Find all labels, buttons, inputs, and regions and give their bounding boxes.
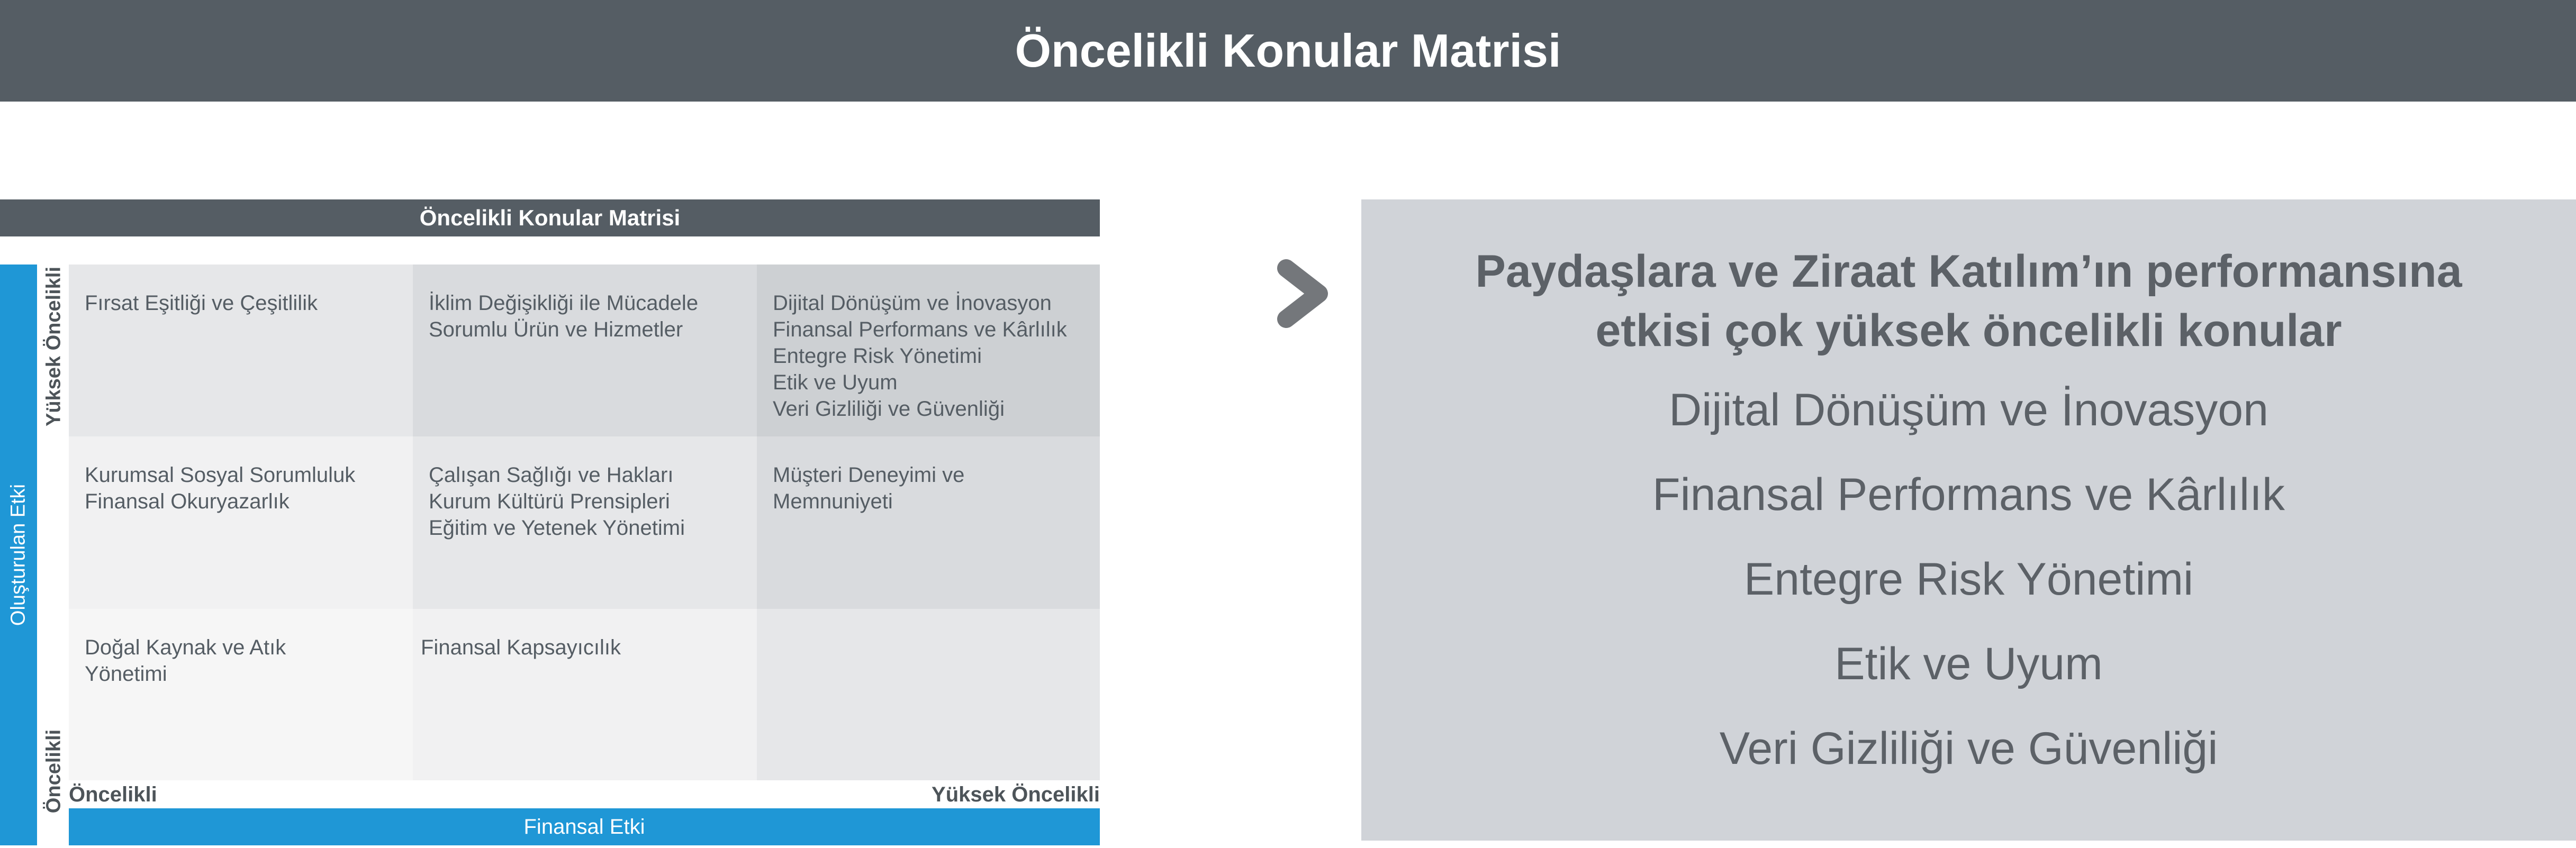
x-axis-bar — [69, 808, 1100, 845]
matrix-topic: Veri Gizliliği ve Güvenliği — [773, 397, 1005, 421]
matrix-title-bar — [0, 199, 1100, 236]
matrix-topic: Doğal Kaynak ve Atık — [85, 636, 286, 659]
summary-heading-line-2: etkisi çok yüksek öncelikli konular — [1595, 305, 2342, 356]
matrix-topic: Müşteri Deneyimi ve — [773, 463, 965, 487]
matrix-topic: Entegre Risk Yönetimi — [773, 344, 982, 368]
matrix-cell-mid-mid — [413, 436, 757, 609]
matrix-topic: Yönetimi — [85, 662, 167, 686]
matrix-topic: Finansal Okuryazarlık — [85, 490, 290, 513]
matrix-topic: Kurum Kültürü Prensipleri — [429, 490, 670, 513]
matrix-cell-mid-low — [69, 436, 413, 609]
matrix-topic: İklim Değişikliği ile Mücadele — [429, 291, 699, 315]
summary-panel — [1361, 199, 2576, 841]
summary-item: Entegre Risk Yönetimi — [1743, 554, 2194, 605]
x-axis-high-label: Yüksek Öncelikli — [932, 783, 1100, 806]
x-axis-label: Finansal Etki — [523, 815, 645, 838]
summary-heading-line-1: Paydaşlara ve Ziraat Katılım’ın performansına — [1475, 246, 2462, 297]
matrix-topic: Memnuniyeti — [773, 490, 893, 513]
x-axis-low-label: Öncelikli — [69, 783, 157, 806]
page-title: Öncelikli Konular Matrisi — [1015, 24, 1561, 77]
page-header — [0, 0, 2576, 102]
matrix-topic: Eğitim ve Yetenek Yönetimi — [429, 516, 685, 540]
y-axis-low-label: Öncelikli — [42, 729, 65, 814]
matrix-cell-low-mid — [413, 609, 757, 780]
summary-heading — [1361, 242, 2576, 360]
arrow-right-icon — [1201, 257, 1334, 331]
matrix-cell-low-high — [757, 609, 1100, 780]
matrix-cell-high-mid — [413, 265, 757, 436]
matrix-topic: Çalışan Sağlığı ve Hakları — [429, 463, 674, 487]
matrix-topic: Etik ve Uyum — [773, 371, 898, 394]
matrix-topic: Finansal Performans ve Kârlılık — [773, 318, 1067, 341]
y-axis-label: Oluşturulan Etki — [7, 484, 30, 626]
matrix-topic: Sorumlu Ürün ve Hizmetler — [429, 318, 683, 341]
matrix-title: Öncelikli Konular Matrisi — [419, 205, 681, 230]
summary-item: Finansal Performans ve Kârlılık — [1652, 469, 2285, 520]
matrix-topic: Fırsat Eşitliği ve Çeşitlilik — [85, 291, 318, 315]
summary-item: Etik ve Uyum — [1834, 639, 2103, 689]
matrix-topic: Finansal Kapsayıcılık — [421, 636, 621, 659]
matrix-topic: Dijital Dönüşüm ve İnovasyon — [773, 291, 1052, 315]
matrix-cell-high-low — [69, 265, 413, 436]
summary-item: Veri Gizliliği ve Güvenliği — [1719, 723, 2218, 774]
y-axis-high-label: Yüksek Öncelikli — [42, 266, 65, 427]
matrix-cell-mid-high — [757, 436, 1100, 609]
summary-item: Dijital Dönüşüm ve İnovasyon — [1669, 385, 2268, 435]
matrix-cell-low-low — [69, 609, 413, 780]
matrix-topic: Kurumsal Sosyal Sorumluluk — [85, 463, 356, 487]
matrix-cell-high-high — [757, 265, 1100, 436]
